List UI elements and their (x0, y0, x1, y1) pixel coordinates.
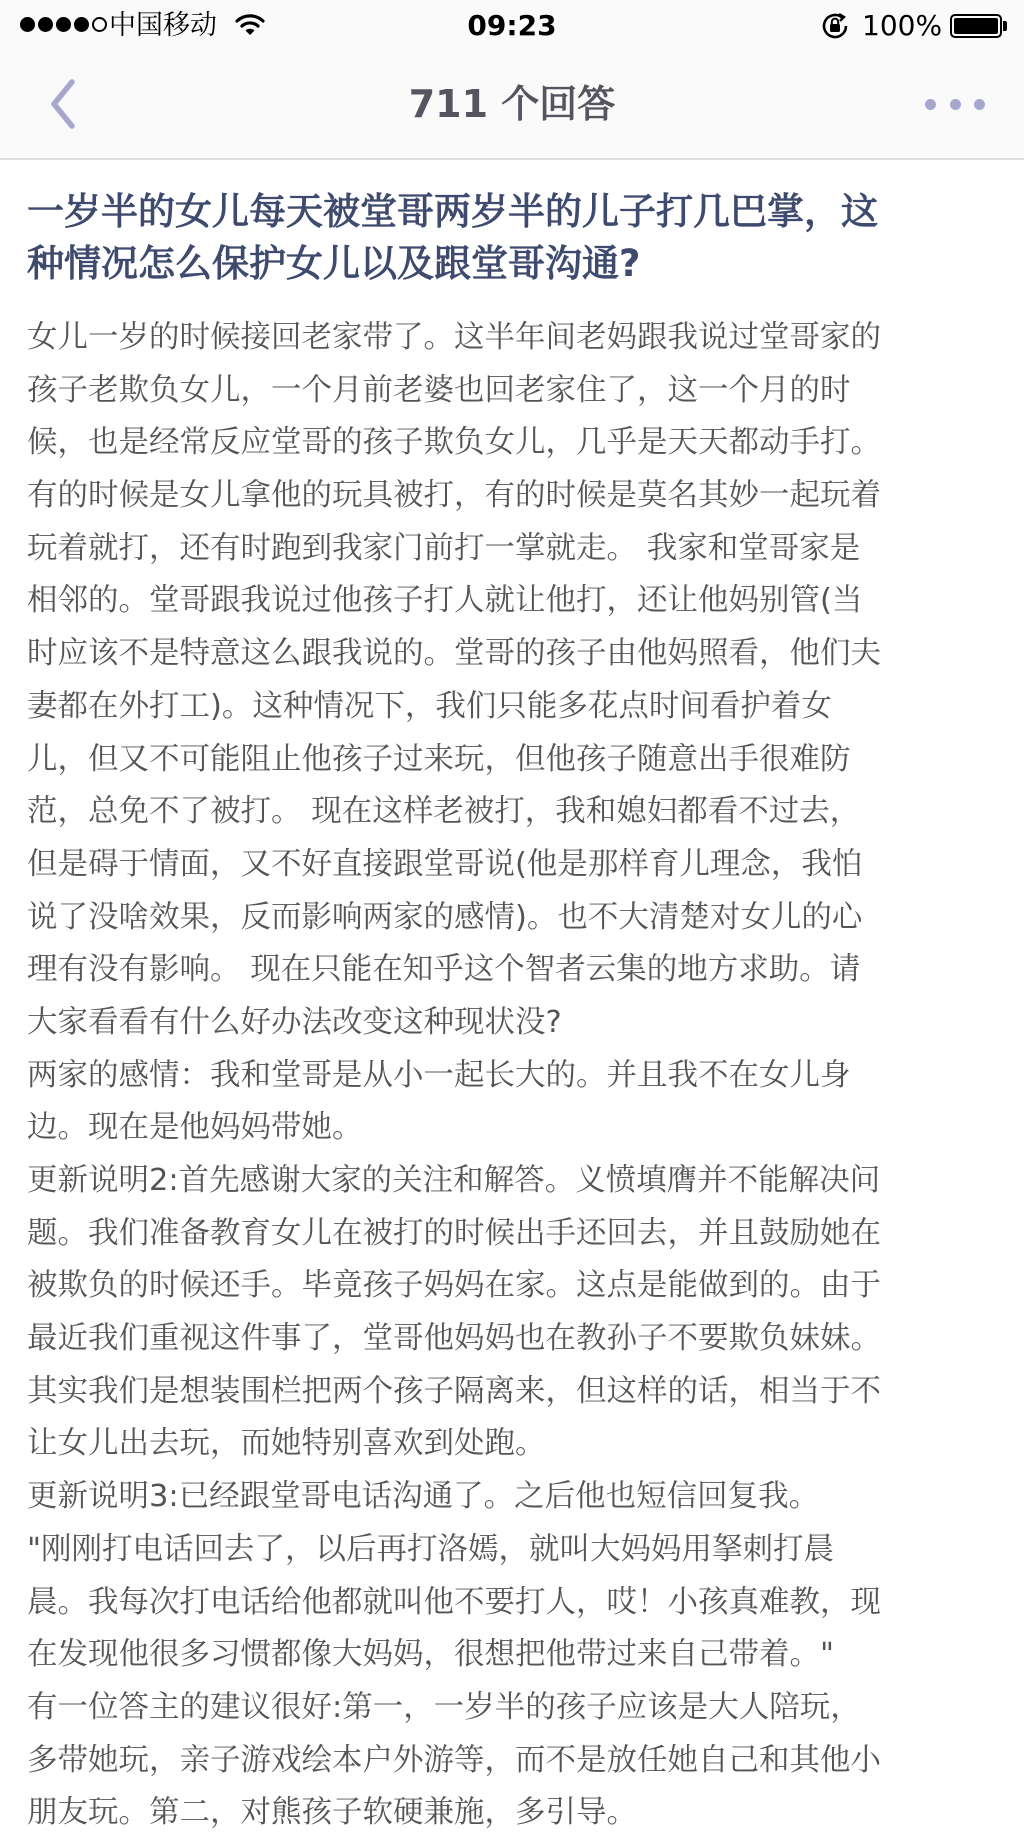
body-line: 朋友玩。第二，对熊孩子软硬兼施，多引导。 (27, 1795, 637, 1831)
body-line: 候，也是经常反应堂哥的孩子欺负女儿，几乎是天天都动手打。 (27, 425, 881, 461)
body-line: 题。我们准备教育女儿在被打的时候出手还回去，并且鼓励她在 (27, 1215, 881, 1251)
body-line: 最近我们重视这件事了，堂哥他妈妈也在教孙子不要欺负妹妹。 (27, 1321, 881, 1357)
body-line: 时应该不是特意这么跟我说的。堂哥的孩子由他妈照看，他们夫 (27, 636, 881, 672)
carrier-name: 中国移动 (109, 10, 217, 41)
battery-icon (950, 14, 1002, 38)
body-line: 有一位答主的建议很好:第一，一岁半的孩子应该是大人陪玩， (27, 1689, 861, 1725)
ellipsis-icon (974, 99, 985, 110)
body-line: 相邻的。堂哥跟我说过他孩子打人就让他打，还让他妈别管(当 (27, 583, 863, 619)
body-line: 妻都在外打工)。这种情况下，我们只能多花点时间看护着女 (27, 688, 832, 724)
page-title: 711 个回答 (408, 82, 616, 126)
body-line: 边。现在是他妈妈带她。 (27, 1110, 363, 1146)
body-line: 更新说明3:已经跟堂哥电话沟通了。之后他也短信回复我。 (27, 1479, 820, 1515)
navigation-bar (0, 52, 1024, 160)
body-line: 孩子老欺负女儿，一个月前老婆也回老家住了，这一个月的时 (27, 372, 851, 408)
orientation-lock-icon (820, 11, 850, 41)
body-line: 多带她玩，亲子游戏绘本户外游等，而不是放任她自己和其他小 (27, 1742, 881, 1778)
question-body (27, 312, 1003, 1840)
body-line: 在发现他很多习惯都像大妈妈，很想把他带过来自己带着。" (27, 1637, 835, 1673)
question-content (27, 186, 1003, 1840)
body-line: "刚刚打电话回去了，以后再打洛嫣，就叫大妈妈用拏刺打晨 (27, 1531, 835, 1567)
body-line: 儿，但又不可能阻止他孩子过来玩，但他孩子随意出手很难防 (27, 741, 851, 777)
status-bar (0, 0, 1024, 52)
body-line: 但是碍于情面，又不好直接跟堂哥说(他是那样育儿理念，我怕 (27, 846, 863, 882)
battery-percentage: 100% (862, 9, 943, 42)
body-line: 玩着就打，还有时跑到我家门前打一掌就走。 我家和堂哥家是 (27, 530, 861, 566)
body-line: 范，总免不了被打。 现在这样老被打，我和媳妇都看不过去， (27, 794, 861, 830)
body-line: 让女儿出去玩，而她特别喜欢到处跑。 (27, 1426, 546, 1462)
clock: 09:23 (467, 9, 557, 42)
body-line: 理有没有影响。 现在只能在知乎这个智者云集的地方求助。请 (27, 952, 861, 988)
battery-level (954, 18, 998, 34)
body-line: 有的时候是女儿拿他的玩具被打，有的时候是莫名其妙一起玩着 (27, 478, 881, 514)
body-line: 大家看看有什么好办法改变这种现状没? (27, 1004, 562, 1040)
question-title (27, 186, 1003, 290)
body-line: 其实我们是想装围栏把两个孩子隔离来，但这样的话，相当于不 (27, 1373, 881, 1409)
battery-tip (1003, 21, 1007, 31)
more-options-button[interactable] (925, 91, 985, 117)
ellipsis-icon (925, 99, 936, 110)
body-line: 两家的感情：我和堂哥是从小一起长大的。并且我不在女儿身 (27, 1057, 851, 1093)
question-title-line: 一岁半的女儿每天被堂哥两岁半的儿子打几巴掌，这 (27, 190, 878, 233)
body-line: 说了没啥效果，反而影响两家的感情)。也不大清楚对女儿的心 (27, 899, 863, 935)
body-line: 晨。我每次打电话给他都就叫他不要打人，哎！小孩真难教，现 (27, 1584, 881, 1620)
body-line: 更新说明2:首先感谢大家的关注和解答。义愤填膺并不能解决问 (27, 1163, 881, 1198)
question-title-line: 种情况怎么保护女儿以及跟堂哥沟通? (27, 242, 641, 285)
body-line: 被欺负的时候还手。毕竟孩子妈妈在家。这点是能做到的。由于 (27, 1268, 881, 1304)
body-line: 女儿一岁的时候接回老家带了。这半年间老妈跟我说过堂哥家的 (27, 320, 881, 355)
ellipsis-icon (950, 99, 961, 110)
